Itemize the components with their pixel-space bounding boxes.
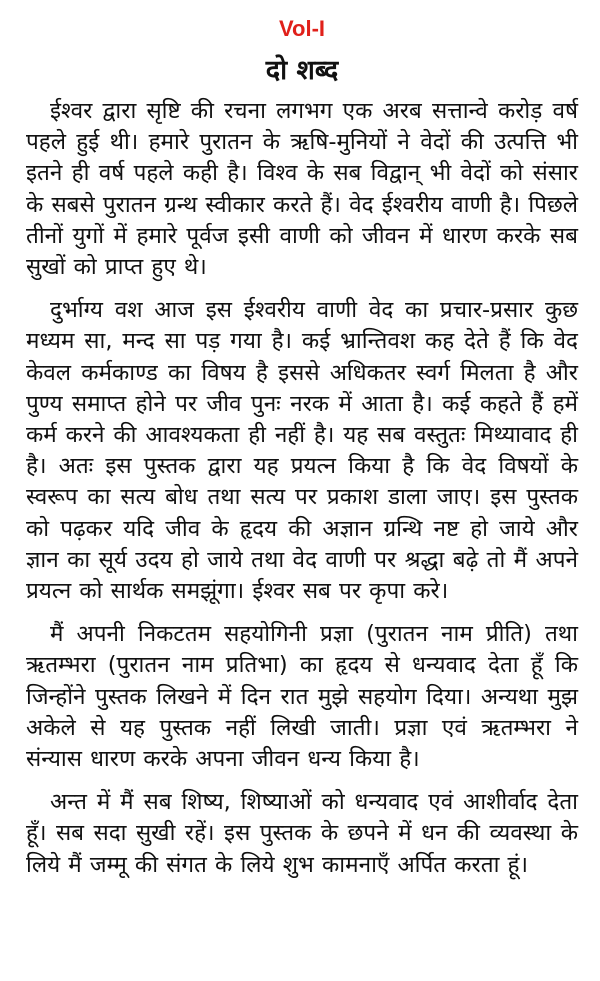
page-title: दो शब्द xyxy=(265,55,339,86)
volume-label: Vol-I xyxy=(278,16,326,41)
paragraph-closing: अन्त में मैं सब शिष्य, शिष्याओं को धन्यवाद एवं आशीर्वाद देता हूँ। सब सदा सुखी रहें। इस पुस्तक के छपने में धन की व्यवस्था के लिये मैं जम्मू की संगत के लिये शुभ कामनाएँ अर्पित करता हूं। xyxy=(26,789,578,878)
paragraph-intro: ईश्वर द्वारा सृष्टि की रचना लगभग एक अरब सत्तान्वे करोड़ वर्ष पहले हुई थी। हमारे पुरातन के ऋषि-मुनियों ने वेदों की उत्पत्ति भी इतने ही वर्ष पहले कही है। विश्व के सब विद्वान् भी वेदों को संसार के सबसे पुरातन ग्रन्थ स्वीकार करते हैं। वेद ईश्वरीय वाणी है। पिछले तीनों युगों में हमारे पूर्वज इसी वाणी को जीवन में धारण करके सब सुखों को प्राप्त हुए थे। xyxy=(26,98,578,281)
paragraph-acknowledgement: मैं अपनी निकटतम सहयोगिनी प्रज्ञा (पुरातन नाम प्रीति) तथा ऋतम्भरा (पुरातन नाम प्रतिभा) का हृदय से धन्यवाद देता हूँ कि जिन्होंने पुस्तक लिखने में दिन रात मुझे सहयोग दिया। अन्यथा मुझ अकेले से यह पुस्तक नहीं लिखी जाती। प्रज्ञा एवं ऋतम्भरा ने संन्यास धारण करके अपना जीवन धन्य किया है। xyxy=(26,621,578,773)
paragraph-purpose: दुर्भाग्य वश आज इस ईश्वरीय वाणी वेद का प्रचार-प्रसार कुछ मध्यम सा, मन्द सा पड़ गया है। कई भ्रान्तिवश कह देते हैं कि वेद केवल कर्मकाण्ड का विषय है इससे अधिकतर स्वर्ग मिलता है और पुण्य समाप्त होने पर जीव पुनः नरक में आता है। कई कहते हैं हमें कर्म करने की आवश्यकता ही नहीं है। यह सब वस्तुतः मिथ्यावाद ही है। अतः इस पुस्तक द्वारा यह प्रयत्न किया है कि वेद विषयों के स्वरूप का सत्य बोध तथा सत्य पर प्रकाश डाला जाए। इस पुस्तक को पढ़कर यदि जीव के हृदय की अज्ञान ग्रन्थि नष्ट हो जाये और ज्ञान का सूर्य उदय हो जाये तथा वेद वाणी पर श्रद्धा बढ़े तो मैं अपने प्रयत्न को सार्थक समझूंगा। ईश्वर सब पर कृपा करे। xyxy=(26,297,578,605)
